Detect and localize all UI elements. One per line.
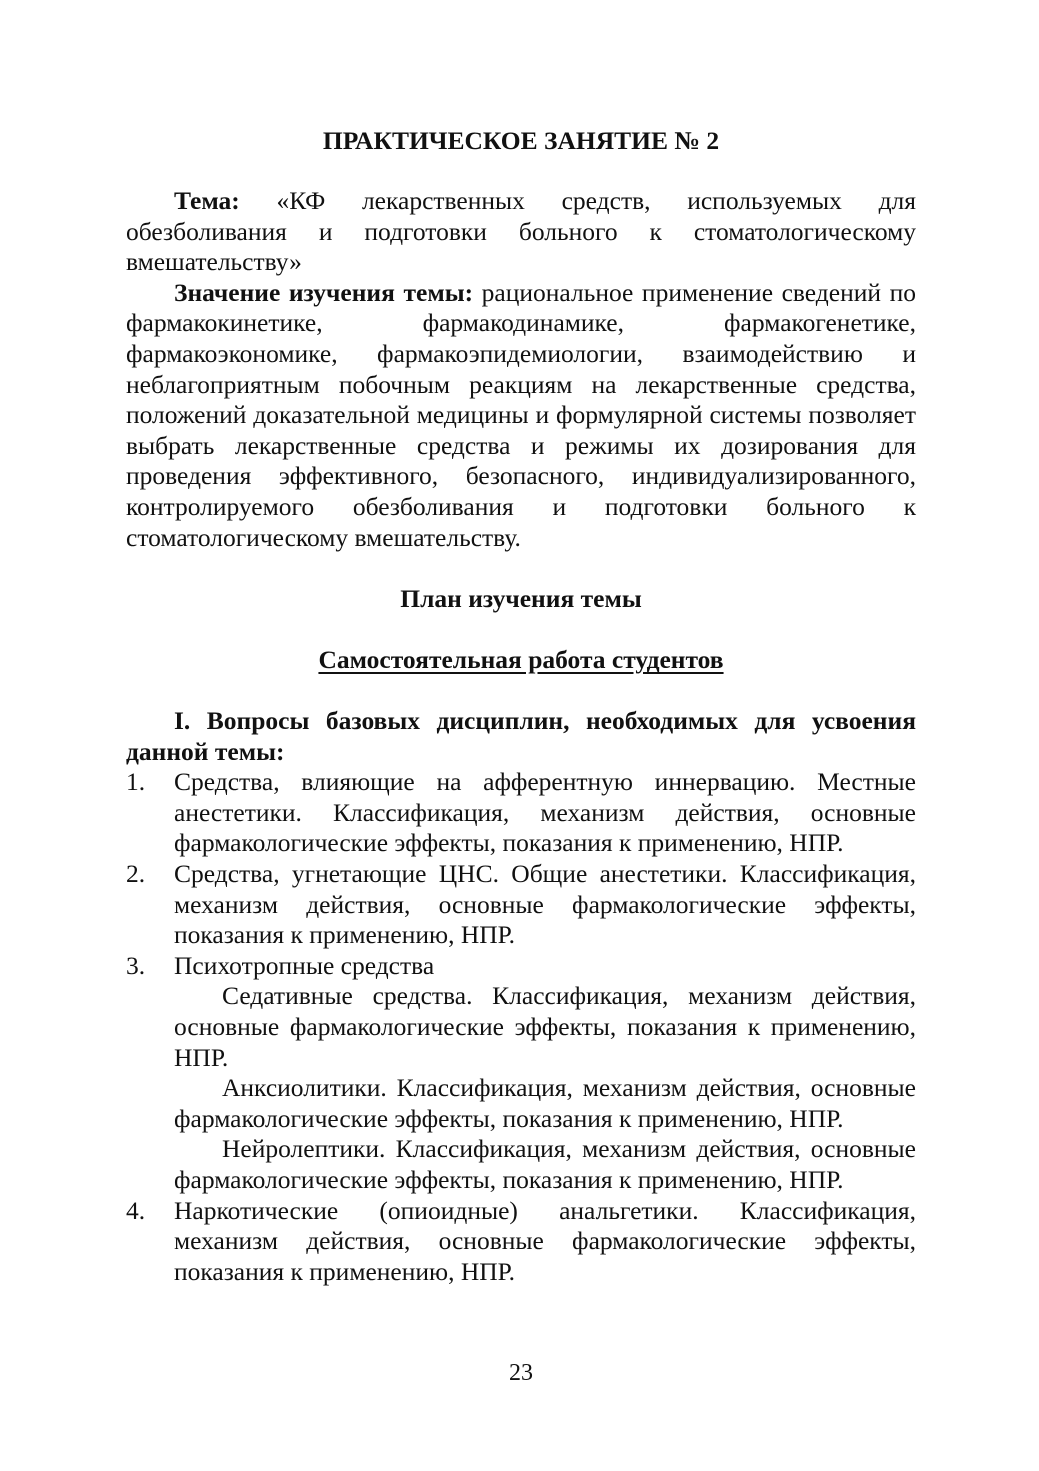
list-item-text: Наркотические (опиоидные) анальгетики. Классификация, механизм действия, основные фармакологические эффекты, показания к применению, НПР. — [174, 1195, 916, 1286]
section-heading: I. Вопросы базовых дисциплин, необходимых для усвоения данной темы: — [126, 706, 916, 766]
list-item — [126, 859, 916, 951]
sub-item-neuroleptics: Нейролептики. Классификация, механизм действия, основные фармакологические эффекты, показания к применению, НПР. — [174, 1134, 916, 1194]
theme-paragraph — [126, 186, 916, 278]
list-item-text: Психотропные средства — [174, 950, 435, 980]
page-number: 23 — [509, 1360, 533, 1386]
significance-label: Значение изучения темы: — [174, 277, 474, 307]
list-item-number: 3. — [126, 950, 146, 980]
section-questions — [126, 706, 916, 1287]
theme-block — [126, 186, 916, 553]
page-title: ПРАКТИЧЕСКОЕ ЗАНЯТИЕ № 2 — [322, 126, 720, 155]
list-item — [126, 951, 916, 982]
list-item-text: Средства, влияющие на афферентную иннервацию. Местные анестетики. Классификация, механизм действия, основные фармакологические эффекты, показания к применению, НПР. — [174, 767, 916, 858]
sub-item-anxiolytics: Анксиолитики. Классификация, механизм действия, основные фармакологические эффекты, показания к применению, НПР. — [174, 1073, 916, 1133]
significance-text: рациональное применение сведений по фармакокинетике, фармакодинамике, фармакогенетике, фармакоэкономике, фармакоэпидемиологии, взаимодействию и неблагоприятным побочным реакциям на лекарственные средства, положений доказательной медицины и формулярной системы позволяет выбрать лекарственные средства и режимы их дозирования для проведения эффективного, безопасного, индивидуализированного, контролируемого обезболивания и подготовки больного к стоматологическому вмешательству. — [126, 277, 916, 552]
significance-paragraph — [126, 278, 916, 553]
list-item-number: 4. — [126, 1195, 146, 1225]
sub-item-sedatives: Седативные средства. Классификация, механизм действия, основные фармакологические эффекты, показания к применению, НПР. — [174, 981, 916, 1072]
self-work-heading: Самостоятельная работа студентов — [318, 645, 724, 674]
list-item — [126, 1196, 916, 1288]
theme-text: «КФ лекарственных средств, используемых для обезболивания и подготовки больного к стоматологическому вмешательству» — [126, 186, 916, 277]
list-item-number: 2. — [126, 858, 146, 888]
document-page — [126, 0, 916, 1471]
list-item-number: 1. — [126, 767, 146, 797]
list-item-text: Средства, угнетающие ЦНС. Общие анестетики. Классификация, механизм действия, основные фармакологические эффекты, показания к применению, НПР. — [174, 858, 916, 950]
theme-label: Тема: — [174, 186, 240, 215]
list-item — [126, 767, 916, 859]
plan-heading: План изучения темы — [400, 584, 642, 613]
